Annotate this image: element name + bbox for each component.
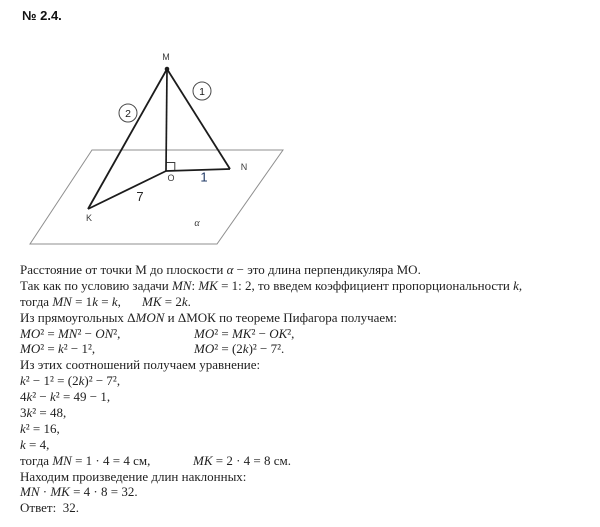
solution-line-5: MO² = MN² − ON², MO² = MK² − OK², bbox=[20, 325, 295, 341]
solution-line-9: 4k² − k² = 49 − 1, bbox=[20, 389, 111, 405]
solution-line-13: тогда MN = 1 · 4 = 4 см, MK = 2 · 4 = 8 см. bbox=[20, 452, 291, 468]
label-M: M bbox=[162, 52, 170, 62]
geometry-diagram bbox=[20, 42, 310, 254]
ratio-circle-1-label: 1 bbox=[199, 85, 205, 98]
solution-line-3: тогда MN = 1k = k, MK = 2k. bbox=[20, 293, 191, 309]
label-OK-length: 7 bbox=[136, 189, 144, 204]
solution-line-6: MO² = k² − 1², MO² = (2k)² − 7². bbox=[20, 341, 285, 357]
solution-line-11: k² = 16, bbox=[20, 420, 60, 436]
label-O: O bbox=[167, 173, 175, 183]
point-M-dot bbox=[165, 67, 170, 72]
segment-MK bbox=[88, 69, 167, 209]
solution-line-1: Расстояние от точки М до плоскости α − это длина перпендикуляра МО. bbox=[20, 262, 421, 277]
solution-line-7: Из этих соотношений получаем уравнение: bbox=[20, 357, 261, 373]
label-alpha: α bbox=[194, 218, 200, 229]
right-angle-mark bbox=[166, 163, 175, 171]
solution-line-14: Находим произведение длин наклонных: bbox=[20, 468, 247, 484]
solution-line-8: k² − 1² = (2k)² − 7², bbox=[20, 373, 121, 389]
solution-line-12: k = 4, bbox=[20, 436, 50, 452]
label-K: K bbox=[85, 213, 93, 223]
solution-line-15: MN · MK = 4 · 8 = 32. bbox=[20, 484, 138, 500]
problem-number: № 2.4. bbox=[22, 8, 62, 23]
segment-MO bbox=[166, 69, 167, 171]
answer-line: Ответ: 32. bbox=[20, 500, 79, 516]
segment-ON bbox=[166, 169, 230, 171]
solution-line-4: Из прямоугольных ΔMON и ΔМОК по теореме Пифагора получаем: bbox=[20, 309, 398, 325]
ratio-circle-2-label: 2 bbox=[125, 107, 131, 120]
solution-line-2: Так как по условию задачи MN: MK = 1: 2, то введем коэффициент пропорциональности k, bbox=[20, 277, 523, 293]
label-ON-length: 1 bbox=[200, 169, 208, 185]
solution-line-10: 3k² = 48, bbox=[20, 405, 67, 421]
label-N: N bbox=[240, 162, 248, 172]
solution-text bbox=[20, 262, 592, 516]
